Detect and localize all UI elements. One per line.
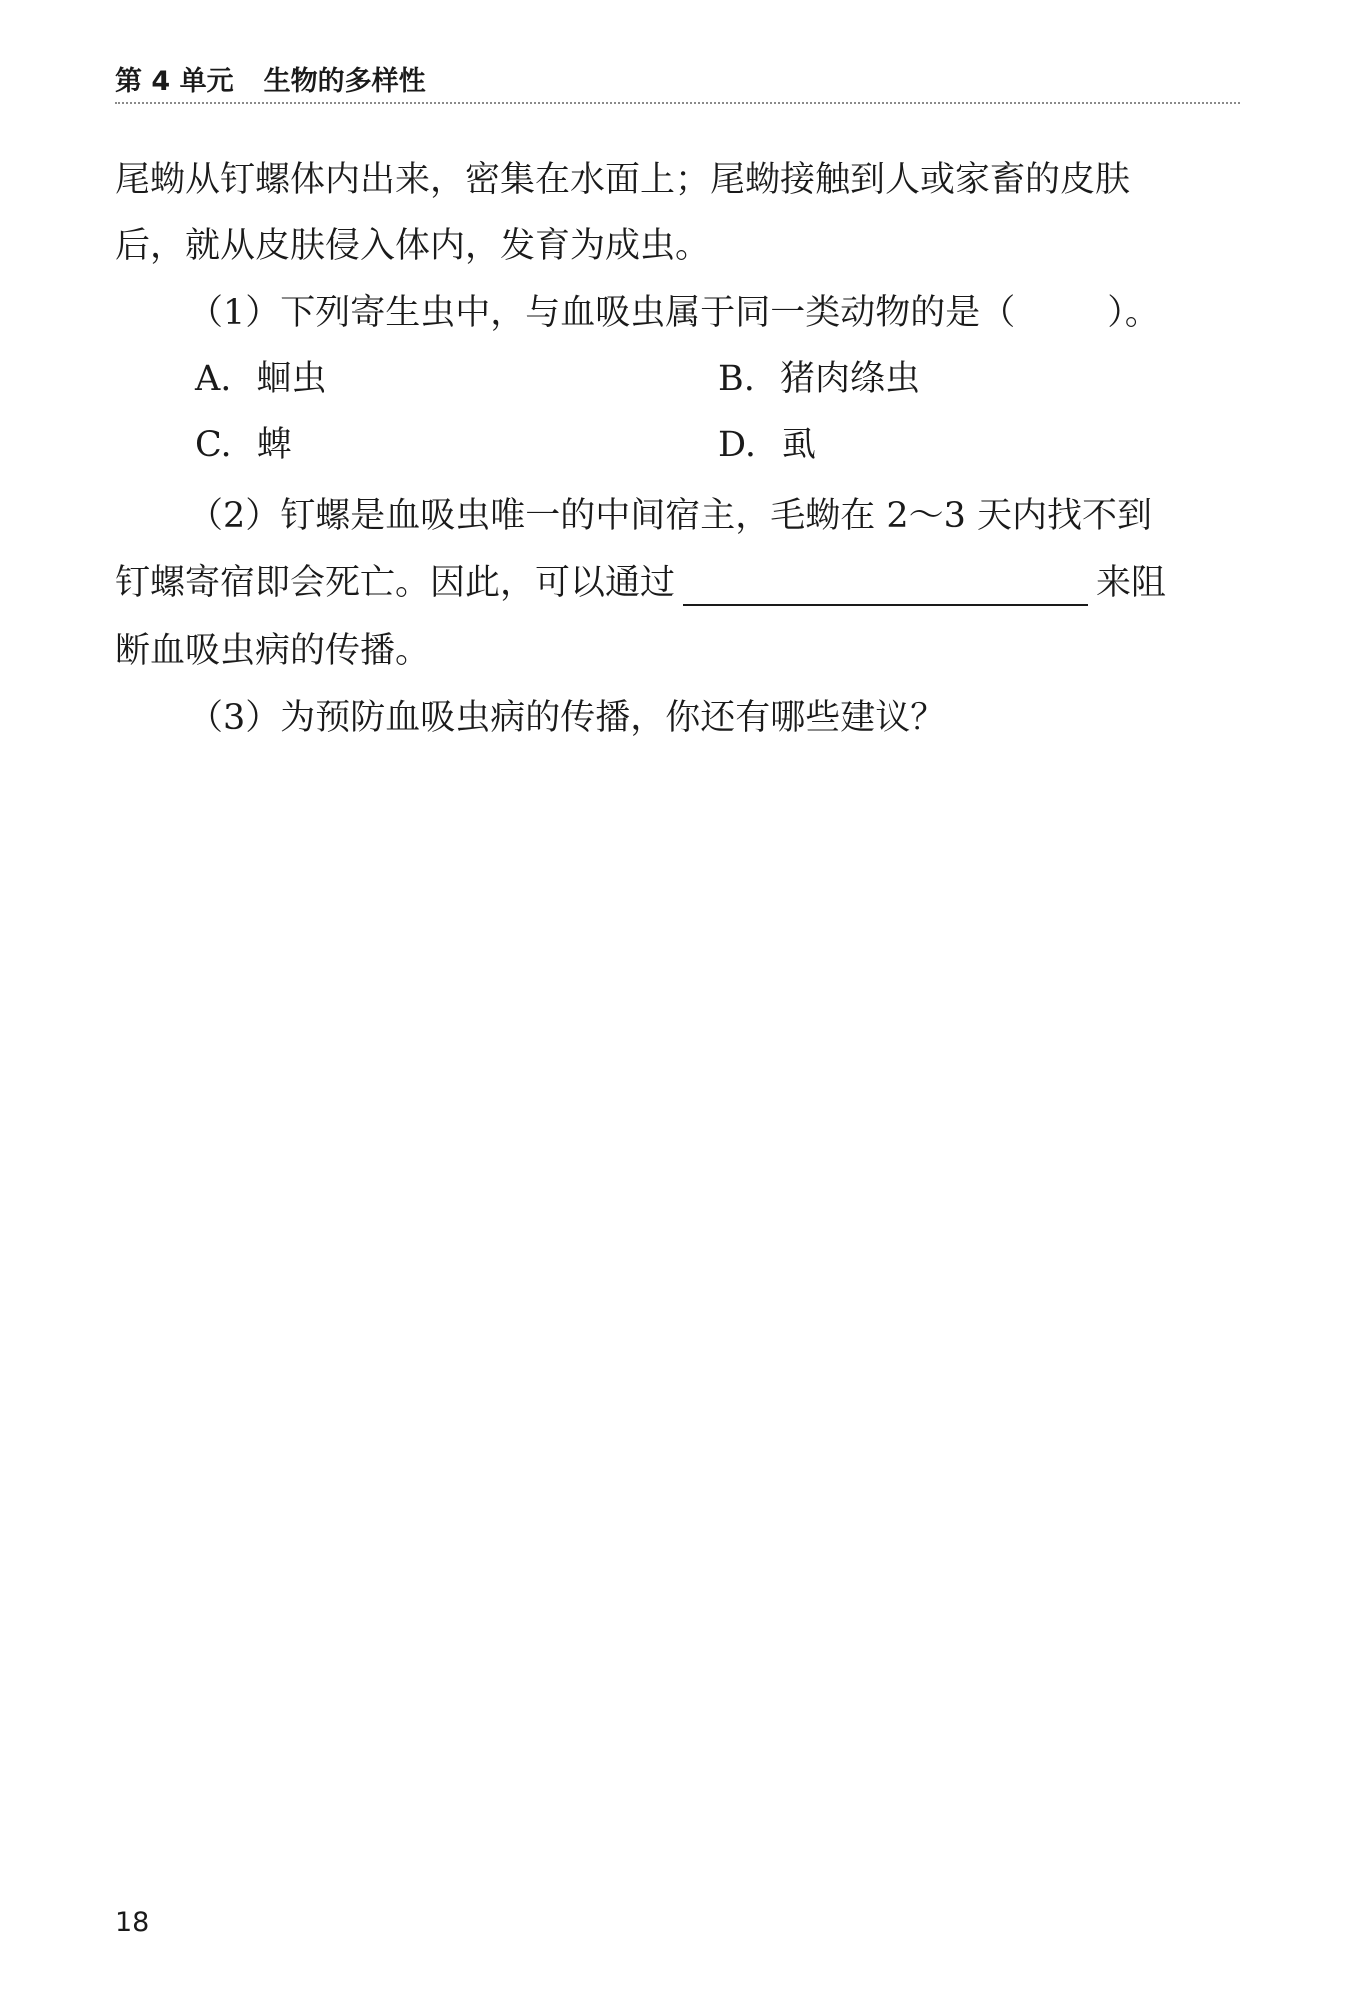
question-3: （3）为预防血吸虫病的传播，你还有哪些建议？ [188,698,946,738]
option-c [195,422,292,468]
question-2-line-3: 断血吸虫病的传播。 [115,631,431,671]
option-a [195,356,327,402]
passage-line-1: 尾蚴从钉螺体内出来，密集在水面上；尾蚴接触到人或家畜的皮肤 [115,160,1131,200]
option-letter: D. [718,425,756,465]
section-title: 生物的多样性 [263,66,426,97]
question-2-line-2-end: 来阻 [1096,563,1167,603]
question-1-stem-text: （1）下列寄生虫中，与血吸虫属于同一类动物的是（ [188,293,1016,333]
option-letter: B. [718,359,755,399]
question-2-line-1: （2）钉螺是血吸虫唯一的中间宿主，毛蚴在 2～3 天内找不到 [188,496,1153,536]
question-1-stem-end: ）。 [1107,293,1160,333]
question-1-stem [188,290,1160,336]
header-divider [115,102,1240,104]
option-text: 虱 [781,425,817,465]
option-d [718,422,816,468]
page-number: 18 [115,1907,150,1938]
question-2-line-2 [115,560,1166,606]
option-text: 蛔虫 [256,359,327,399]
option-letter: C. [195,425,232,465]
question-2-line-2-text: 钉螺寄宿即会死亡。因此，可以通过 [115,563,676,603]
option-letter: A. [195,359,232,399]
page-header [115,64,426,100]
fill-in-blank[interactable] [683,570,1088,606]
option-text: 蜱 [256,425,292,465]
option-text: 猪肉绦虫 [780,359,921,399]
passage-line-2: 后，就从皮肤侵入体内，发育为成虫。 [115,226,711,266]
unit-label: 第 4 单元 [115,66,234,97]
option-b [718,356,920,402]
